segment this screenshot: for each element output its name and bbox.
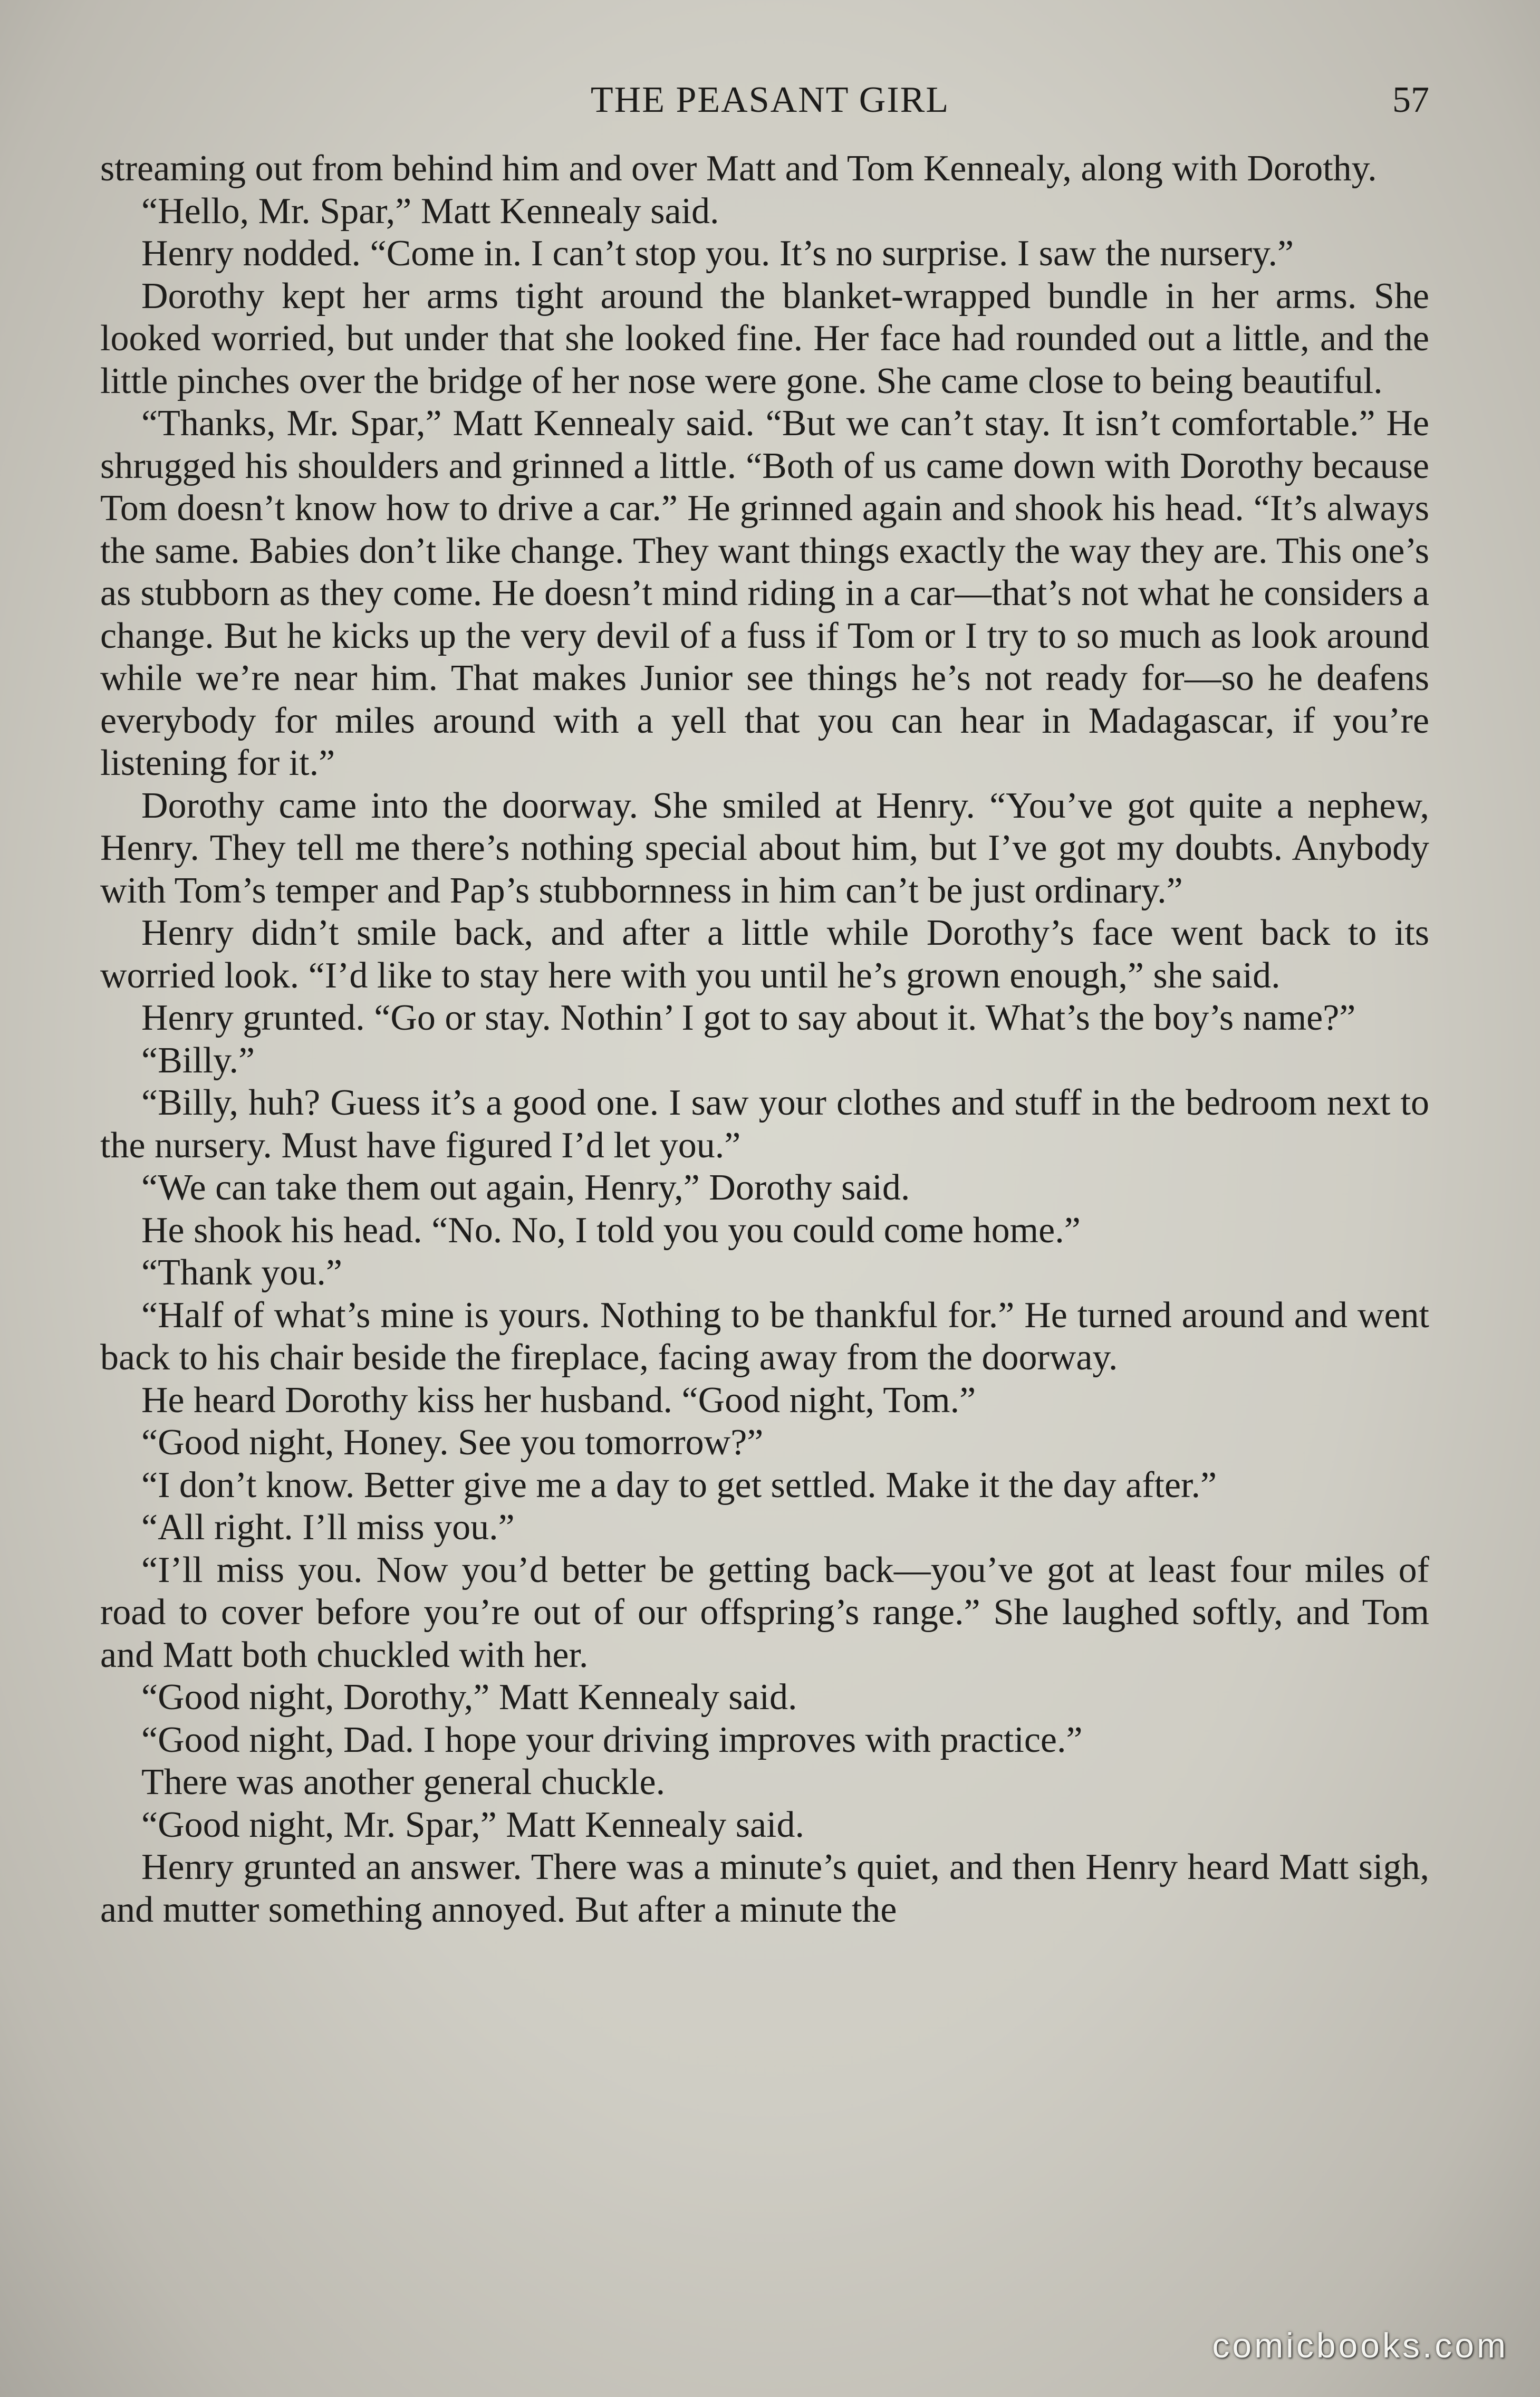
watermark: comicbooks.com	[1212, 2326, 1508, 2365]
page-header	[0, 79, 1540, 127]
paragraph: “Good night, Dad. I hope your driving improves with practice.”	[141, 1719, 1083, 1760]
paragraph: “Thank you.”	[141, 1252, 342, 1293]
paragraph: “Billy, huh? Guess it’s a good one. I saw your clothes and stuff in the bedroom next to the nursery. Must have figured I’d let you.”	[100, 1082, 1429, 1166]
running-title: THE PEASANT GIRL	[590, 80, 950, 120]
paragraph: Henry didn’t smile back, and after a little while Dorothy’s face went back to its worried look. “I’d like to stay here with you until he’s grown enough,” she said.	[100, 913, 1429, 996]
body-text	[100, 148, 1429, 1931]
paragraph: Henry grunted. “Go or stay. Nothin’ I got to say about it. What’s the boy’s name?”	[141, 998, 1356, 1038]
paragraph: He shook his head. “No. No, I told you you could come home.”	[141, 1210, 1081, 1251]
paragraph: “I don’t know. Better give me a day to get settled. Make it the day after.”	[141, 1464, 1217, 1506]
paragraph: “Billy.”	[141, 1040, 255, 1081]
paragraph: He heard Dorothy kiss her husband. “Good night, Tom.”	[141, 1379, 976, 1421]
paragraph: There was another general chuckle.	[141, 1762, 666, 1802]
paragraph: “All right. I’ll miss you.”	[141, 1507, 515, 1548]
paragraph: “Good night, Mr. Spar,” Matt Kennealy said.	[141, 1804, 804, 1845]
paragraph: Dorothy kept her arms tight around the blanket-wrapped bundle in her arms. She looked worried, but under that she looked fine. Her face had rounded out a little, and the little pinches over the bridge of her nose were gone. She came close to being beautiful.	[100, 275, 1429, 401]
paragraph: “Thanks, Mr. Spar,” Matt Kennealy said. “But we can’t stay. It isn’t comfortable.” He shrugged his shoulders and grinned a little. “Both of us came down with Dorothy because Tom doesn’t know how to drive a car.” He grinned again and shook his head. “It’s always the same. Babies don’t like change. They want things exactly the way they are. This one’s as stubborn as they come. He doesn’t mind riding in a car—that’s not what he considers a change. But he kicks up the very devil of a fuss if Tom or I try to so much as look around while we’re near him. That makes Junior see things he’s not ready for—so he deafens everybody for miles around with a yell that you can hear in Madagascar, if you’re listening for it.”	[100, 403, 1429, 783]
paragraph: streaming out from behind him and over Matt and Tom Kennealy, along with Dorothy.	[100, 148, 1377, 189]
page-number: 57	[1392, 80, 1429, 120]
paragraph: “Good night, Dorothy,” Matt Kennealy said.	[141, 1677, 797, 1718]
paragraph: Henry grunted an answer. There was a minute’s quiet, and then Henry heard Matt sigh, and mutter something annoyed. But after a minute the	[100, 1847, 1429, 1930]
paragraph: “Good night, Honey. See you tomorrow?”	[141, 1422, 764, 1463]
paragraph: Henry nodded. “Come in. I can’t stop you. It’s no surprise. I saw the nursery.”	[141, 233, 1294, 274]
paragraph: Dorothy came into the doorway. She smiled at Henry. “You’ve got quite a nephew, Henry. They tell me there’s nothing special about him, but I’ve got my doubts. Anybody with Tom’s temper and Pap’s stubbornness in him can’t be just ordinary.”	[100, 785, 1429, 911]
paragraph: “I’ll miss you. Now you’d better be getting back—you’ve got at least four miles of road to cover before you’re out of our offspring’s range.” She laughed softly, and Tom and Matt both chuckled with her.	[100, 1549, 1429, 1675]
paragraph: “We can take them out again, Henry,” Dorothy said.	[141, 1167, 910, 1208]
paragraph: “Half of what’s mine is yours. Nothing to be thankful for.” He turned around and went back to his chair beside the fireplace, facing away from the doorway.	[100, 1295, 1429, 1378]
paragraph: “Hello, Mr. Spar,” Matt Kennealy said.	[141, 190, 719, 232]
